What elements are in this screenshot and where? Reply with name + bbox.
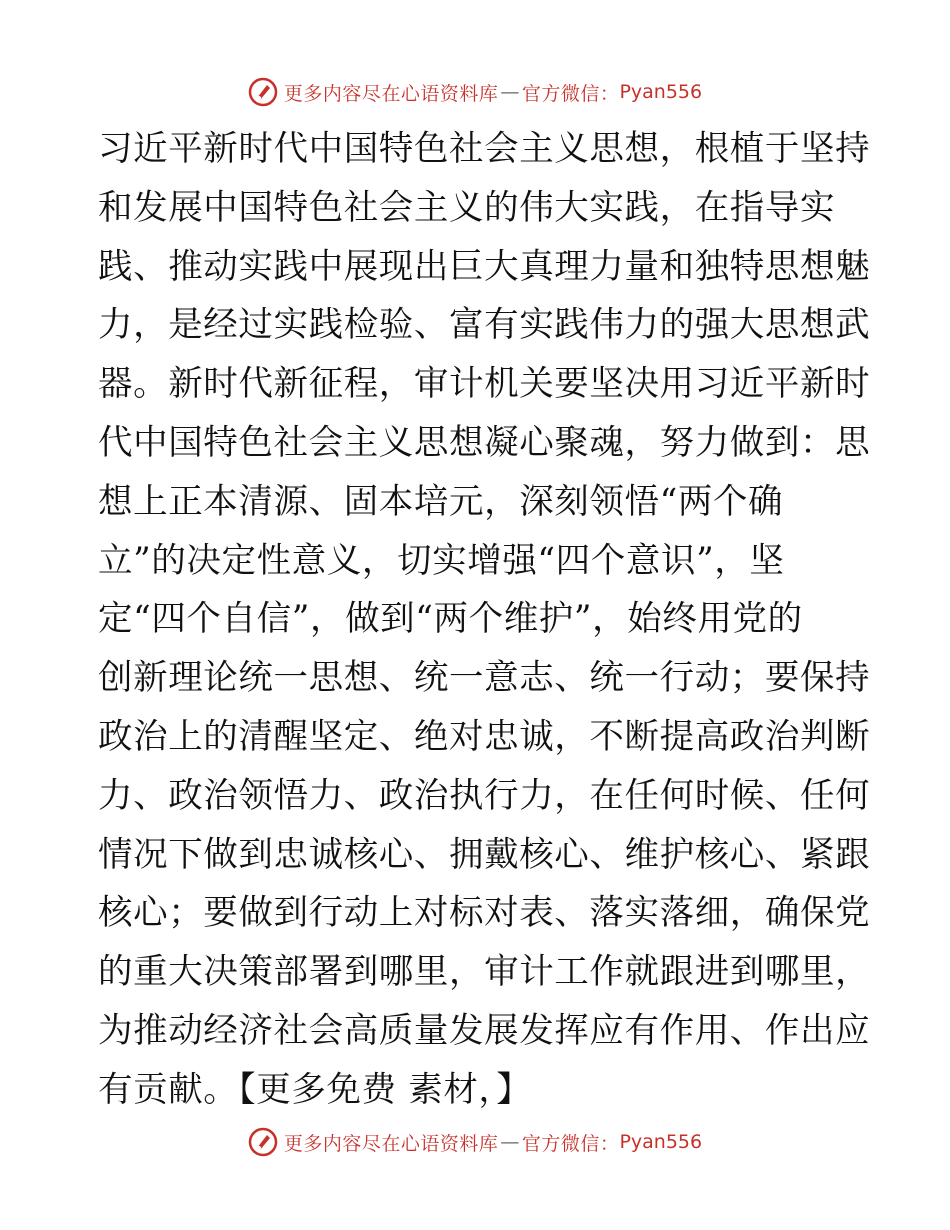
text-line: 践、推动实践中展现出巨大真理力量和独特思想魅 (98, 246, 871, 287)
text-line: 想上正本清源、固本培元，深刻领悟“两个确 (98, 481, 784, 522)
watermark-wechat-label: 官方微信： (521, 1132, 620, 1155)
text-line: 创新理论统一思想、统一意志、统一行动；要保持 (98, 658, 871, 699)
body-paragraph (98, 120, 871, 1120)
text-line: 力，是经过实践检验、富有实践伟力的强大思想武 (98, 305, 871, 346)
text-line: 情况下做到忠诚核心、拥戴核心、维护核心、紧跟 (98, 834, 871, 875)
header-watermark (0, 72, 950, 112)
watermark-title: 更多内容尽在心语资料库 (283, 82, 499, 105)
text-line: 力、政治领悟力、政治执行力，在任何时候、任何 (98, 775, 871, 816)
watermark-wechat-id: Pyan556 (619, 1131, 703, 1153)
watermark-separator: — (500, 81, 520, 103)
text-line: 定“四个自信”，做到“两个维护”，始终用党的 (98, 599, 803, 640)
text-line: 的重大决策部署到哪里，审计工作就跟进到哪里， (98, 952, 871, 993)
text-line: 政治上的清醒坚定、绝对忠诚，不断提高政治判断 (98, 716, 871, 757)
text-line: 和发展中国特色社会主义的伟大实践，在指导实 (98, 187, 836, 228)
text-line: 代中国特色社会主义思想凝心聚魂，努力做到：思 (98, 422, 871, 463)
text-line: 核心；要做到行动上对标对表、落实落细，确保党 (98, 893, 871, 934)
watermark-separator: — (500, 1131, 520, 1153)
footer-watermark (0, 1122, 950, 1162)
text-line: 有贡献。【更多免费 素材，】 (98, 1069, 532, 1110)
pen-nib-logo-icon (248, 1127, 278, 1157)
text-line: 器。新时代新征程，审计机关要坚决用习近平新时 (98, 364, 871, 405)
watermark-title: 更多内容尽在心语资料库 (283, 1132, 499, 1155)
text-line: 为推动经济社会高质量发展发挥应有作用、作出应 (98, 1010, 871, 1051)
pen-nib-logo-icon (248, 77, 278, 107)
watermark-wechat-label: 官方微信： (521, 82, 620, 105)
text-line: 习近平新时代中国特色社会主义思想，根植于坚持 (98, 129, 871, 169)
watermark-wechat-id: Pyan556 (619, 81, 703, 103)
text-line: 立”的决定性意义，切实增强“四个意识”，坚 (98, 540, 785, 581)
